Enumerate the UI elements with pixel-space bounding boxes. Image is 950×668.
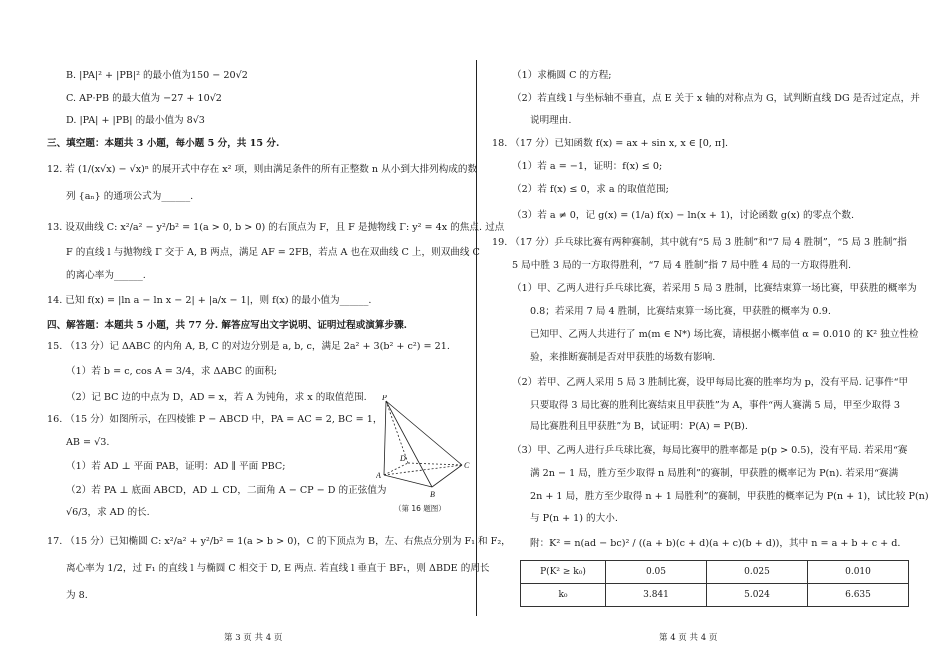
q19-part1-cont2: 已知甲、乙两人共进行了 m(m ∈ N*) 场比赛，请根据小概率值 α = 0.010 的 K² 独立性检 xyxy=(530,329,919,340)
q19-part2-cont2: 局比赛胜利且甲获胜”为 B，试证明：P(A) = P(B). xyxy=(530,421,748,432)
table-header-cell: 0.05 xyxy=(606,561,707,584)
section-4-heading: 四、解答题：本题共 5 小题，共 77 分. 解答应写出文字说明、证明过程或演算步骤. xyxy=(47,320,407,331)
table-header-cell: P(K² ≥ k₀) xyxy=(521,561,606,584)
q12-line2: 列 {aₙ} 的通项公式为______. xyxy=(66,191,194,202)
q15-part2: （2）记 BC 边的中点为 D，AD = x，若 A 为钝角，求 x 的取值范围. xyxy=(66,392,367,403)
q19-part3-cont2: 2n + 1 局，胜方至少取得 n + 1 局胜利”的赛制，甲获胜的概率记为 P(n + 1)，试比较 P(n) xyxy=(530,491,929,502)
q17-part1: （1）求椭圆 C 的方程; xyxy=(512,70,612,81)
table-cell: k₀ xyxy=(521,584,606,607)
table-cell: 3.841 xyxy=(606,584,707,607)
q15-line1: 15. （13 分）记 ΔABC 的内角 A, B, C 的对边分别是 a, b, c，满足 2a² + 3(b² + c²) = 21. xyxy=(47,341,450,352)
q19-part1: （1）甲、乙两人进行乒乓球比赛，若采用 5 局 3 胜制，比赛结束算一场比赛，甲获胜的概率为 xyxy=(512,283,917,294)
q19-line1: 19. （17 分）乒乓球比赛有两种赛制，其中就有“5 局 3 胜制”和“7 局 4 胜制”，“5 局 3 胜制”指 xyxy=(492,237,907,248)
q15-part1: （1）若 b = c, cos A = 3/4，求 ΔABC 的面积; xyxy=(66,366,278,377)
q19-part2: （2）若甲、乙两人采用 5 局 3 胜制比赛，设甲每局比赛的胜率均为 p，没有平局. 记事件“甲 xyxy=(512,377,909,388)
q18-part2: （2）若 f(x) ≤ 0，求 a 的取值范围; xyxy=(512,184,669,195)
q18-part3: （3）若 a ≠ 0，记 g(x) = (1/a) f(x) − ln(x + 1)，讨论函数 g(x) 的零点个数. xyxy=(512,210,854,221)
q16-line1: 16. （15 分）如图所示，在四棱锥 P − ABCD 中，PA = AC = 2, BC = 1， xyxy=(47,414,383,425)
page-4-footer: 第 4 页 共 4 页 xyxy=(659,633,718,643)
section-3-heading: 三、填空题：本题共 3 小题，每小题 5 分，共 15 分. xyxy=(47,138,280,149)
option-d: D. |PA| + |PB| 的最小值为 8√3 xyxy=(66,115,205,126)
option-c: C. AP·PB 的最大值为 −27 + 10√2 xyxy=(66,93,222,104)
column-divider xyxy=(476,60,477,616)
chi-square-formula: 附：K² = n(ad − bc)² / ((a + b)(c + d)(a + c)(b + d))，其中 n = a + b + c + d. xyxy=(530,538,901,549)
q16-line2: AB = √3. xyxy=(66,437,110,448)
table-cell: 5.024 xyxy=(707,584,808,607)
table-row xyxy=(521,584,909,607)
option-b: B. |PA|² + |PB|² 的最小值为150 − 20√2 xyxy=(66,70,248,81)
table-row xyxy=(521,561,909,584)
critical-value-table xyxy=(520,560,909,607)
label-d: D xyxy=(400,454,406,463)
q16-part1: （1）若 AD ⊥ 平面 PAB，证明：AD ∥ 平面 PBC; xyxy=(66,461,286,472)
q13-line1: 13. 设双曲线 C: x²/a² − y²/b² = 1(a > 0, b > 0) 的右顶点为 F，且 F 是抛物线 Γ: y² = 4x 的焦点. 过点 xyxy=(47,222,505,233)
label-c: C xyxy=(464,461,470,470)
q19-part3-cont3: 与 P(n + 1) 的大小. xyxy=(530,513,618,524)
q12-line1: 12. 若 (1/(x√x) − √x)ⁿ 的展开式中存在 x² 项，则由满足条件的所有正整数 n 从小到大排列构成的数 xyxy=(47,164,478,175)
q13-line2: F 的直线 l 与抛物线 Γ 交于 A, B 两点，满足 AF = 2FB，若点 A 也在双曲线 C 上，则双曲线 C xyxy=(66,247,480,258)
edge-pa xyxy=(384,401,386,475)
edge-ab xyxy=(384,475,432,487)
page-3-footer: 第 3 页 共 4 页 xyxy=(224,633,283,643)
q17-line3: 为 8. xyxy=(66,590,88,601)
q18-part1: （1）若 a = −1，证明：f(x) ≤ 0; xyxy=(512,161,663,172)
q19-part1-cont3: 验，来推断赛制是否对甲获胜的场数有影响. xyxy=(530,352,716,363)
table-header-cell: 0.010 xyxy=(808,561,909,584)
table-cell: 6.635 xyxy=(808,584,909,607)
label-a: A xyxy=(376,471,381,480)
figure-caption: （第 16 题图） xyxy=(394,504,446,513)
q17-line1: 17. （15 分）已知椭圆 C: x²/a² + y²/b² = 1(a > b > 0)，C 的下顶点为 B，左、右焦点分别为 F₁ 和 F₂， xyxy=(47,536,511,547)
q19-part3: （3）甲、乙两人进行乒乓球比赛，每局比赛甲的胜率都是 p(p > 0.5)，没有平局. 若采用“赛 xyxy=(512,445,908,456)
q17-part2: （2）若直线 l 与坐标轴不垂直，点 E 关于 x 轴的对称点为 G，试判断直线 DG 是否过定点，并 xyxy=(512,93,920,104)
q18-line1: 18. （17 分）已知函数 f(x) = ax + sin x, x ∈ [0, π]. xyxy=(492,138,729,149)
q13-line3: 的离心率为______. xyxy=(66,270,146,281)
q19-part3-cont1: 满 2n − 1 局，胜方至少取得 n 局胜利”的赛制，甲获胜的概率记为 P(n). 若采用“赛满 xyxy=(530,468,899,479)
edge-dc xyxy=(408,463,462,465)
q14: 14. 已知 f(x) = |ln a − ln x − 2| + |a/x − 1|，则 f(x) 的最小值为______. xyxy=(47,295,372,306)
q17-part2-cont: 说明理由. xyxy=(530,115,572,126)
label-p: P xyxy=(382,395,387,402)
q17-line2: 离心率为 1/2，过 F₁ 的直线 l 与椭圆 C 相交于 D, E 两点. 若直线 l 垂直于 BF₁，则 ΔBDE 的周长 xyxy=(66,563,490,574)
q19-part2-cont1: 只要取得 3 局比赛的胜利比赛结束且甲获胜”为 A，事件“两人赛满 5 局，甲至少取得 3 xyxy=(530,400,900,411)
q16-part2: （2）若 PA ⊥ 底面 ABCD，AD ⊥ CD，二面角 A − CP − D 的正弦值为 xyxy=(66,485,387,496)
q16-part2-cont: √6/3，求 AD 的长. xyxy=(66,507,150,518)
pyramid-figure xyxy=(376,395,476,520)
table-header-cell: 0.025 xyxy=(707,561,808,584)
label-b: B xyxy=(430,490,435,499)
q19-line2: 5 局中胜 3 局的一方取得胜利，“7 局 4 胜制”指 7 局中胜 4 局的一方取得胜利. xyxy=(512,260,852,271)
q19-part1-cont1: 0.8；若采用 7 局 4 胜制，比赛结束算一场比赛，甲获胜的概率为 0.9. xyxy=(530,306,831,317)
